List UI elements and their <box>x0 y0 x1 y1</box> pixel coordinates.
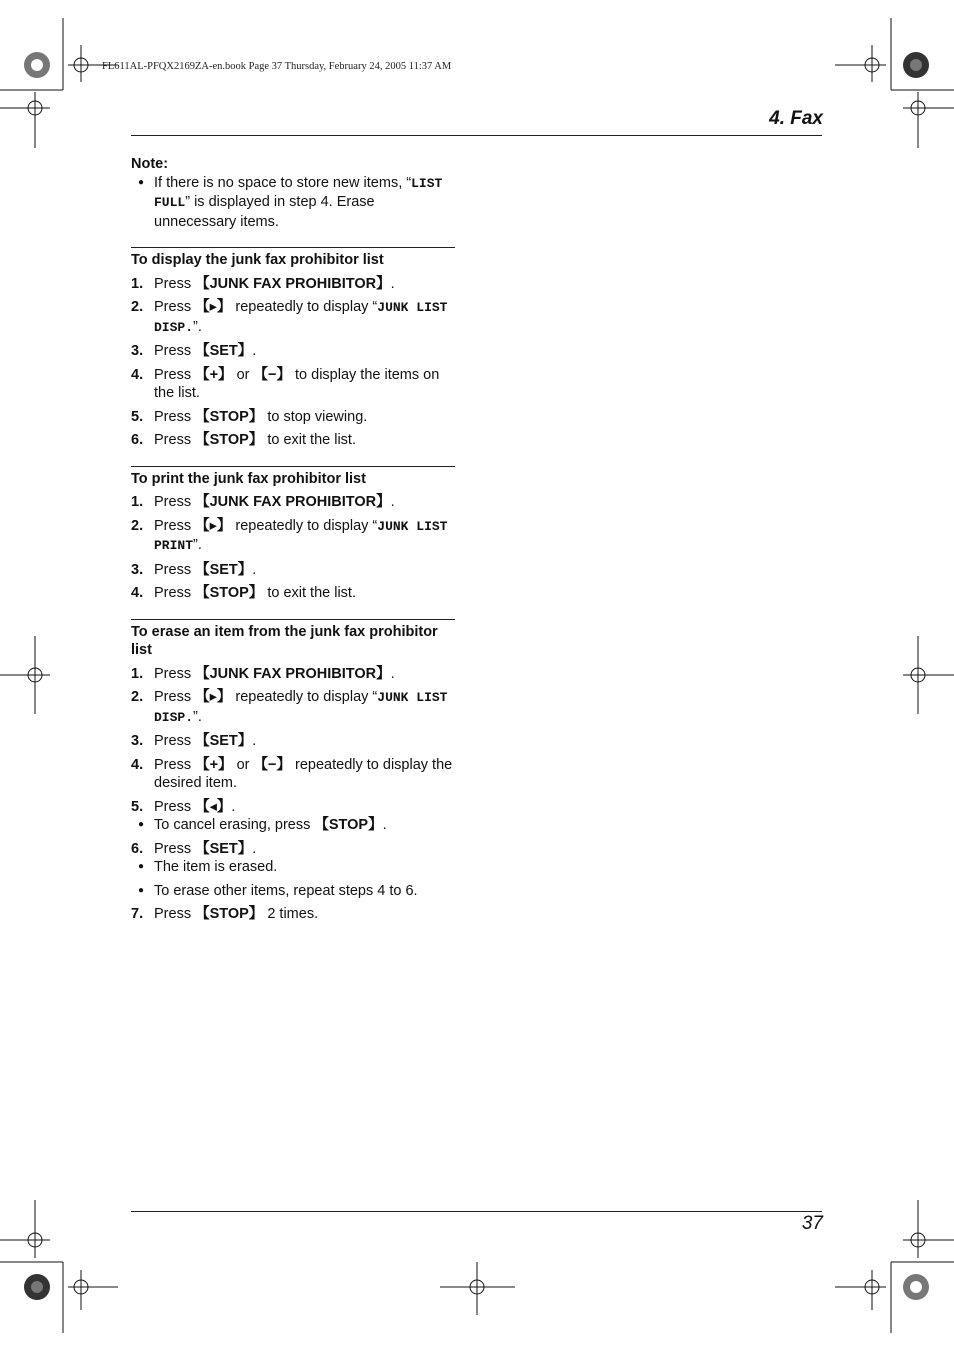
step <box>131 798 455 835</box>
step-text: Press <box>154 840 196 857</box>
bottom-rule <box>131 1211 822 1212</box>
key-label: 【STOP】 <box>195 408 264 425</box>
steps-list <box>131 665 455 924</box>
step-number: 1. <box>131 665 144 682</box>
key-label: 【STOP】 <box>195 906 264 922</box>
step-number: 6. <box>131 432 144 448</box>
chapter-title: 4. Fax <box>769 108 823 129</box>
step <box>131 408 455 427</box>
step-text: Press <box>154 408 196 425</box>
step-text: Press <box>154 343 196 359</box>
step <box>131 431 455 450</box>
note-text: If there is no space to store new items, “ <box>154 174 412 191</box>
key-label: 【+】 <box>195 756 233 773</box>
step-text: Press <box>154 366 196 383</box>
step-text: Press <box>154 665 196 682</box>
step-number: 4. <box>131 756 144 773</box>
section-title: To erase an item from the junk fax prohibitor list <box>131 623 438 658</box>
sub-list <box>131 858 455 900</box>
step <box>131 665 455 684</box>
step-text: Press <box>154 689 196 705</box>
step-number: 3. <box>131 343 144 359</box>
section-title: To display the junk fax prohibitor list <box>131 252 384 268</box>
step-text: ”. <box>193 708 202 725</box>
key-label: 【◂】 <box>195 798 232 815</box>
section-title: To print the junk fax prohibitor list <box>131 470 366 487</box>
step-text: Press <box>154 432 196 448</box>
step-text: Press <box>154 733 196 749</box>
display-message: JUNK LIST DISP. <box>154 300 448 335</box>
key-label: 【+】 <box>195 366 233 383</box>
key-label: 【▸】 <box>195 517 232 534</box>
key-label: 【▸】 <box>195 299 232 315</box>
step <box>131 342 455 361</box>
step-text: . <box>252 343 257 359</box>
step <box>131 905 455 924</box>
step <box>131 366 455 403</box>
step-number: 3. <box>131 733 144 749</box>
key-label: 【JUNK FAX PROHIBITOR】 <box>195 275 391 292</box>
key-label: 【SET】 <box>195 733 253 749</box>
step <box>131 840 455 901</box>
step-text: . <box>252 733 257 749</box>
step-text: Press <box>154 299 196 315</box>
step-text: to exit the list. <box>263 585 356 601</box>
top-rule <box>131 135 822 136</box>
step-text: repeatedly to display “ <box>231 517 378 534</box>
step-text: Press <box>154 798 196 815</box>
step-text: . <box>390 275 395 292</box>
step-text: Press <box>154 906 196 922</box>
step <box>131 584 455 603</box>
step <box>131 732 455 751</box>
step-text: to stop viewing. <box>263 408 368 425</box>
display-message: LIST FULL <box>154 175 443 210</box>
step-text: repeatedly to display the desired item. <box>154 756 453 791</box>
note-title: Note: <box>131 156 169 172</box>
step-text: to exit the list. <box>263 432 356 448</box>
display-message: JUNK LIST PRINT <box>154 518 448 553</box>
key-label: 【▸】 <box>195 689 232 705</box>
steps-list <box>131 493 455 603</box>
step-text: 2 times. <box>263 906 319 922</box>
content-column <box>131 155 455 929</box>
sub-list <box>131 816 455 835</box>
step-number: 1. <box>131 275 144 292</box>
step-text: Press <box>154 494 196 510</box>
note-text-end: ” is displayed in step 4. Erase unnecessary items. <box>154 194 375 230</box>
step-number: 6. <box>131 840 144 857</box>
key-label: 【−】 <box>253 756 291 773</box>
step-number: 4. <box>131 585 144 601</box>
step-text: repeatedly to display “ <box>231 689 378 705</box>
section-erase-item <box>131 619 455 924</box>
sub-item: ● To erase other items, repeat steps 4 to 6. <box>131 882 455 901</box>
key-label: 【SET】 <box>195 343 253 359</box>
key-label: 【SET】 <box>195 840 253 857</box>
step-text: . <box>390 665 395 682</box>
step-number: 3. <box>131 561 144 578</box>
sub-text: . <box>382 817 387 833</box>
note-block <box>131 155 455 231</box>
step-number: 1. <box>131 494 144 510</box>
step <box>131 756 455 793</box>
section-display-list <box>131 247 455 450</box>
key-label: 【JUNK FAX PROHIBITOR】 <box>195 494 391 510</box>
step-text: Press <box>154 275 196 292</box>
step-text: ”. <box>193 318 202 335</box>
note-list <box>131 174 455 232</box>
step-number: 2. <box>131 689 144 705</box>
steps-list <box>131 275 455 450</box>
sub-item <box>131 816 455 835</box>
step-text: or <box>232 366 254 383</box>
sub-item: ● The item is erased. <box>131 858 455 877</box>
step-text: Press <box>154 756 196 773</box>
note-item <box>131 174 455 232</box>
step-number: 7. <box>131 906 144 922</box>
step-number: 2. <box>131 299 144 315</box>
step-number: 5. <box>131 798 144 815</box>
step-number: 2. <box>131 517 144 534</box>
display-message: JUNK LIST DISP. <box>154 690 448 725</box>
step <box>131 688 455 727</box>
step <box>131 275 455 294</box>
key-label: 【SET】 <box>195 561 253 578</box>
sub-text: To cancel erasing, press <box>154 817 315 833</box>
book-header: FL611AL-PFQX2169ZA-en.book Page 37 Thursday, February 24, 2005 11:37 AM <box>102 61 452 72</box>
step-text: ”. <box>193 537 202 553</box>
step-text: repeatedly to display “ <box>231 299 378 315</box>
key-label: 【STOP】 <box>314 817 383 833</box>
page-number: 37 <box>801 1213 823 1234</box>
step-text: to display the items on the list. <box>154 366 440 401</box>
section-print-list <box>131 466 455 603</box>
key-label: 【JUNK FAX PROHIBITOR】 <box>195 665 391 682</box>
key-label: 【STOP】 <box>195 585 264 601</box>
step <box>131 517 455 556</box>
key-label: 【−】 <box>253 366 291 383</box>
step <box>131 298 455 337</box>
step-text: . <box>390 494 395 510</box>
step-text: or <box>232 756 254 773</box>
step-text: . <box>252 561 257 578</box>
step-text: . <box>252 840 257 857</box>
step-number: 5. <box>131 408 144 425</box>
step-text: . <box>231 798 236 815</box>
step-text: Press <box>154 561 196 578</box>
step-text: Press <box>154 517 196 534</box>
step-text: Press <box>154 585 196 601</box>
step <box>131 561 455 580</box>
step-number: 4. <box>131 366 144 383</box>
key-label: 【STOP】 <box>195 432 264 448</box>
step <box>131 493 455 512</box>
